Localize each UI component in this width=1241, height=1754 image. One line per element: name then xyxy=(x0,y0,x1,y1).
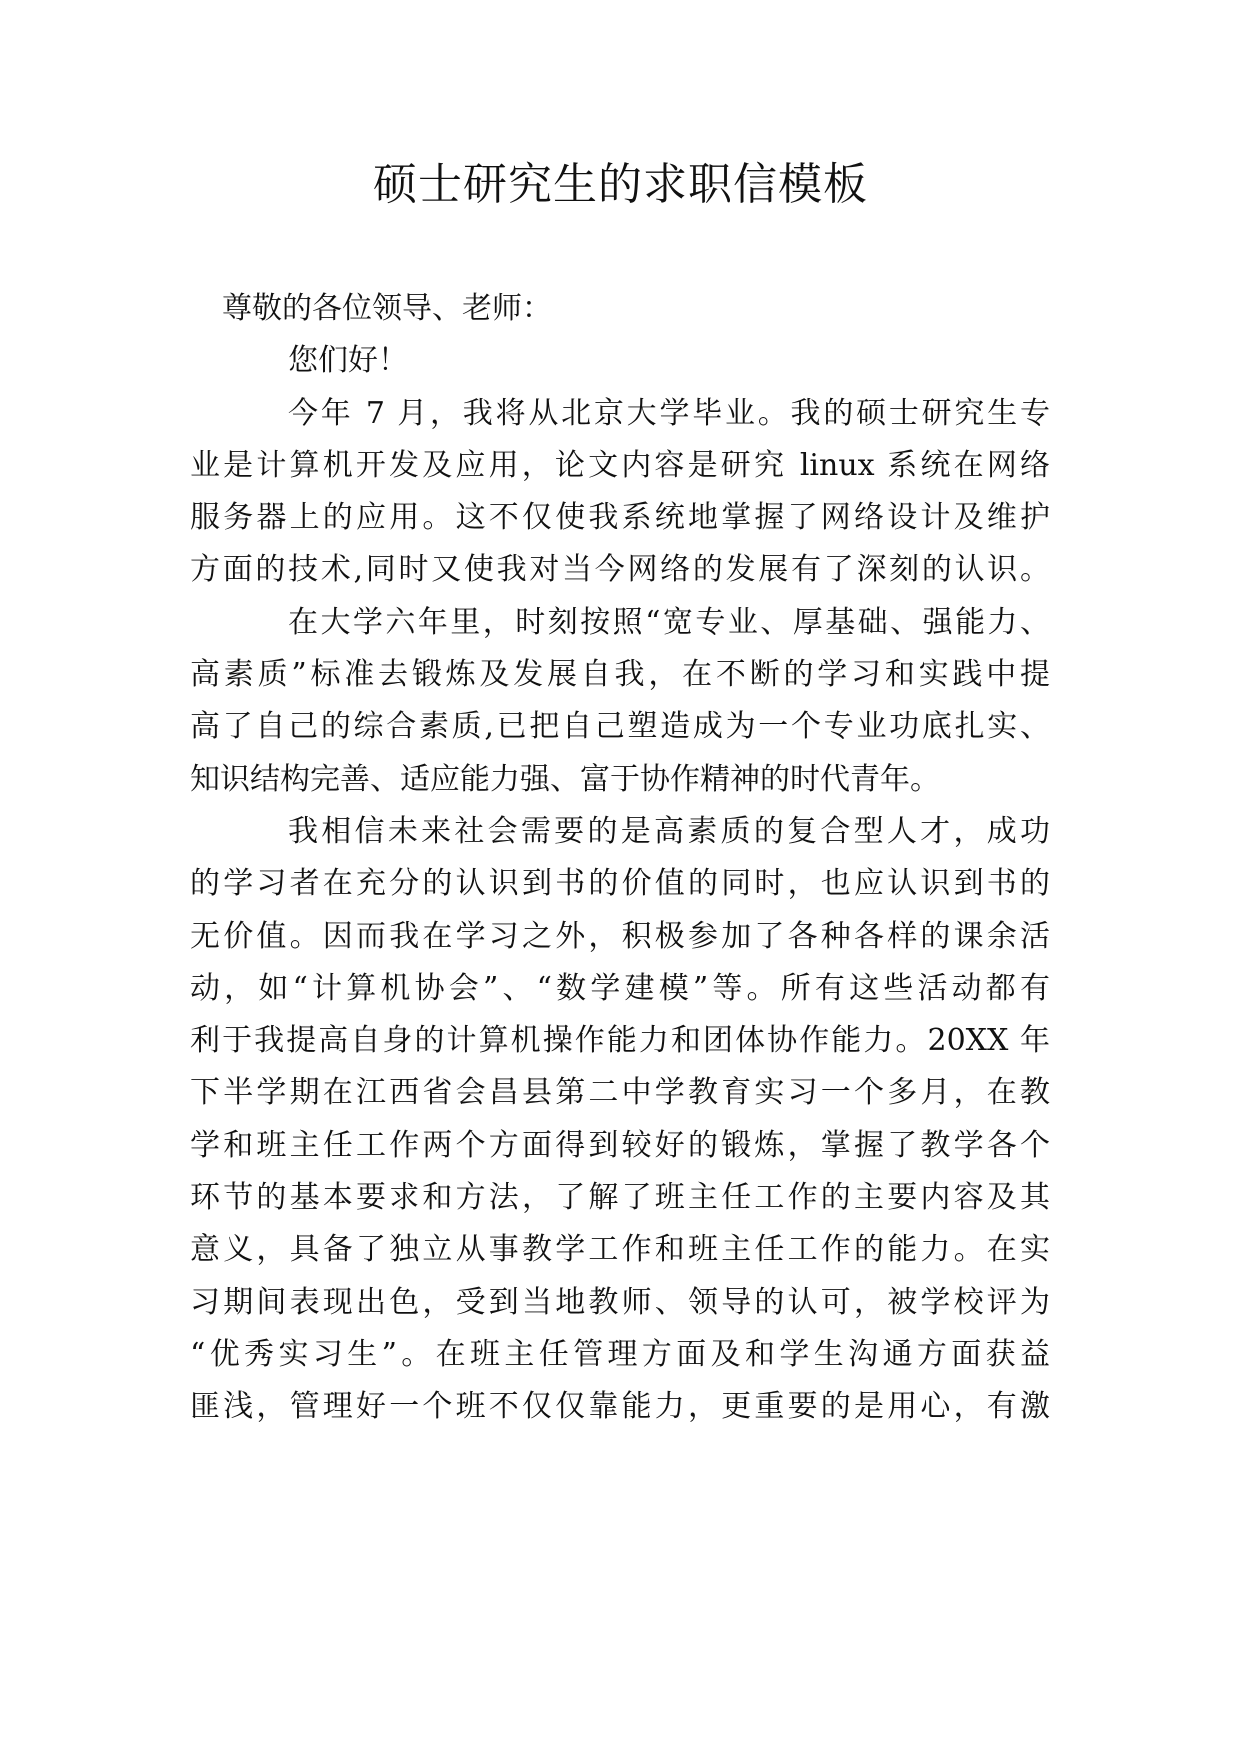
paragraph-line: 今年 7 月，我将从北京大学毕业。我的硕士研究生专 xyxy=(288,395,1050,431)
paragraph-3 xyxy=(190,806,1050,1434)
paragraph-line: “优秀实习生”。在班主任管理方面及和学生沟通方面获益 xyxy=(190,1336,1050,1372)
paragraph-line: 知识结构完善、适应能力强、富于协作精神的时代青年。 xyxy=(190,761,940,797)
paragraph-line: 无价值。因而我在学习之外，积极参加了各种各样的课余活 xyxy=(190,918,1050,954)
paragraph-line: 高了自己的综合素质,已把自己塑造成为一个专业功底扎实、 xyxy=(190,709,1050,745)
paragraph-1 xyxy=(190,388,1050,597)
paragraph-line: 下半学期在江西省会昌县第二中学教育实习一个多月，在教 xyxy=(190,1075,1050,1111)
salutation: 尊敬的各位领导、老师： xyxy=(222,291,552,326)
paragraph-line: 方面的技术,同时又使我对当今网络的发展有了深刻的认识。 xyxy=(190,552,1050,588)
paragraph-line: 高素质”标准去锻炼及发展自我，在不断的学习和实践中提 xyxy=(190,657,1050,693)
paragraph-line: 意义，具备了独立从事教学工作和班主任工作的能力。在实 xyxy=(190,1232,1050,1268)
paragraph-line: 习期间表现出色，受到当地教师、领导的认可，被学校评为 xyxy=(190,1284,1050,1320)
paragraph-2 xyxy=(190,597,1050,806)
paragraph-line: 利于我提高自身的计算机操作能力和团体协作能力。20XX 年 xyxy=(190,1023,1050,1059)
paragraph-line: 服务器上的应用。这不仅使我系统地掌握了网络设计及维护 xyxy=(190,500,1050,536)
paragraph-line: 动，如“计算机协会”、“数学建模”等。所有这些活动都有 xyxy=(190,970,1050,1006)
paragraph-line: 我相信未来社会需要的是高素质的复合型人才，成功 xyxy=(288,813,1050,849)
paragraph-line: 匪浅，管理好一个班不仅仅靠能力，更重要的是用心，有激 xyxy=(190,1389,1050,1425)
paragraph-line: 业是计算机开发及应用，论文内容是研究 linux 系统在网络 xyxy=(190,447,1050,483)
greeting: 您们好！ xyxy=(288,343,408,379)
document-title: 硕士研究生的求职信模板 xyxy=(373,159,868,210)
paragraph-line: 学和班主任工作两个方面得到较好的锻炼，掌握了教学各个 xyxy=(190,1127,1050,1163)
paragraph-line: 的学习者在充分的认识到书的价值的同时，也应认识到书的 xyxy=(190,866,1050,902)
letter-body xyxy=(190,283,1050,1434)
paragraph-line: 环节的基本要求和方法，了解了班主任工作的主要内容及其 xyxy=(190,1180,1050,1216)
paragraph-line: 在大学六年里，时刻按照“宽专业、厚基础、强能力、 xyxy=(288,604,1050,640)
